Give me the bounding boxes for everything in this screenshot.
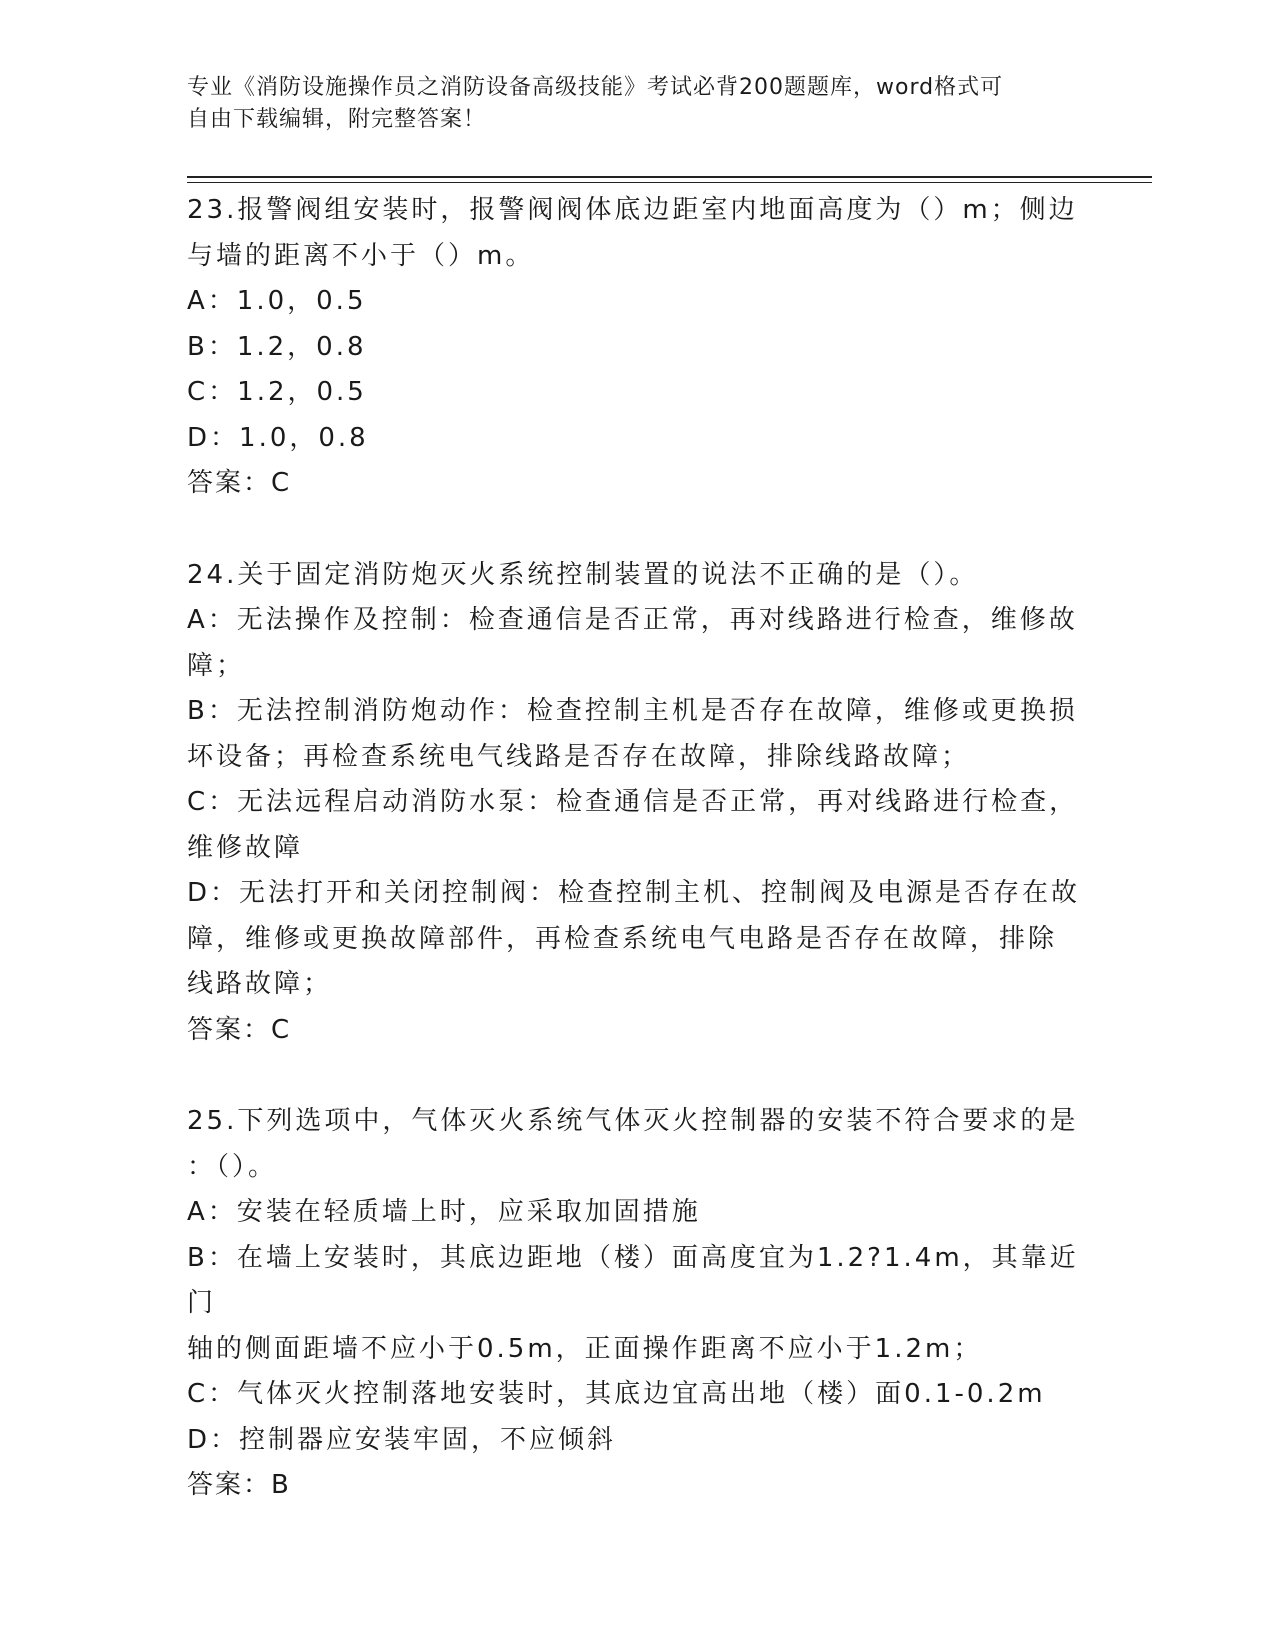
question-25	[187, 1099, 1087, 1509]
option-b: B：在墙上安装时，其底边距地（楼）面高度宜为1.2?1.4m，其靠近门	[187, 1242, 1079, 1318]
header-divider-thick	[187, 176, 1152, 178]
option-c: C：气体灭火控制落地安装时，其底边宜高出地（楼）面0.1-0.2m	[187, 1379, 1046, 1409]
question-list	[187, 188, 1087, 1509]
question-stem-line: 与墙的距离不小于（）m。	[187, 240, 535, 271]
question-24	[187, 553, 1087, 1054]
document-header	[187, 72, 1087, 136]
option-c: C：无法远程启动消防水泵：检查通信是否正常，再对线路进行检查，	[187, 787, 1079, 817]
header-line-2: 自由下载编辑，附完整答案！	[187, 107, 487, 132]
answer-label: 答案：B	[187, 1470, 291, 1500]
option-a: A：无法操作及控制：检查通信是否正常，再对线路进行检查，维修故	[187, 605, 1078, 635]
option-c-cont: 维修故障	[187, 832, 304, 863]
answer-label: 答案：C	[187, 1014, 292, 1045]
question-stem-line: 24.关于固定消防炮灭火系统控制装置的说法不正确的是（）。	[187, 559, 979, 590]
option-a-cont: 障；	[187, 650, 246, 681]
question-stem-line: 25.下列选项中，气体灭火系统气体灭火控制器的安装不符合要求的是	[187, 1106, 1079, 1136]
option-b: B：1.2，0.8	[187, 331, 367, 362]
header-line-1: 专业《消防设施操作员之消防设备高级技能》考试必背200题题库，word格式可	[187, 75, 1004, 100]
option-d: D：1.0，0.8	[187, 422, 369, 453]
option-c: C：1.2，0.5	[187, 377, 367, 407]
header-divider-thin	[187, 182, 1152, 183]
option-a: A：1.0，0.5	[187, 286, 367, 316]
question-stem-line: 23.报警阀组安装时，报警阀阀体底边距室内地面高度为（）m；侧边	[187, 195, 1078, 225]
option-d: D：控制器应安装牢固，不应倾斜	[187, 1424, 617, 1455]
option-d-cont: 障，维修或更换故障部件，再检查系统电气电路是否存在故障，排除	[187, 923, 1058, 954]
option-b: B：无法控制消防炮动作：检查控制主机是否存在故障，维修或更换损	[187, 696, 1078, 726]
option-d-cont: 线路故障；	[187, 969, 333, 999]
option-b-cont: 轴的侧面距墙不应小于0.5m，正面操作距离不应小于1.2m；	[187, 1333, 983, 1364]
answer-label: 答案：C	[187, 468, 292, 498]
option-a: A：安装在轻质墙上时，应采取加固措施	[187, 1197, 701, 1227]
question-stem-line: ：（）。	[187, 1151, 278, 1182]
question-23	[187, 188, 1087, 507]
option-d: D：无法打开和关闭控制阀：检查控制主机、控制阀及电源是否存在故	[187, 878, 1081, 908]
option-b-cont: 坏设备；再检查系统电气线路是否存在故障，排除线路故障；	[187, 741, 971, 772]
